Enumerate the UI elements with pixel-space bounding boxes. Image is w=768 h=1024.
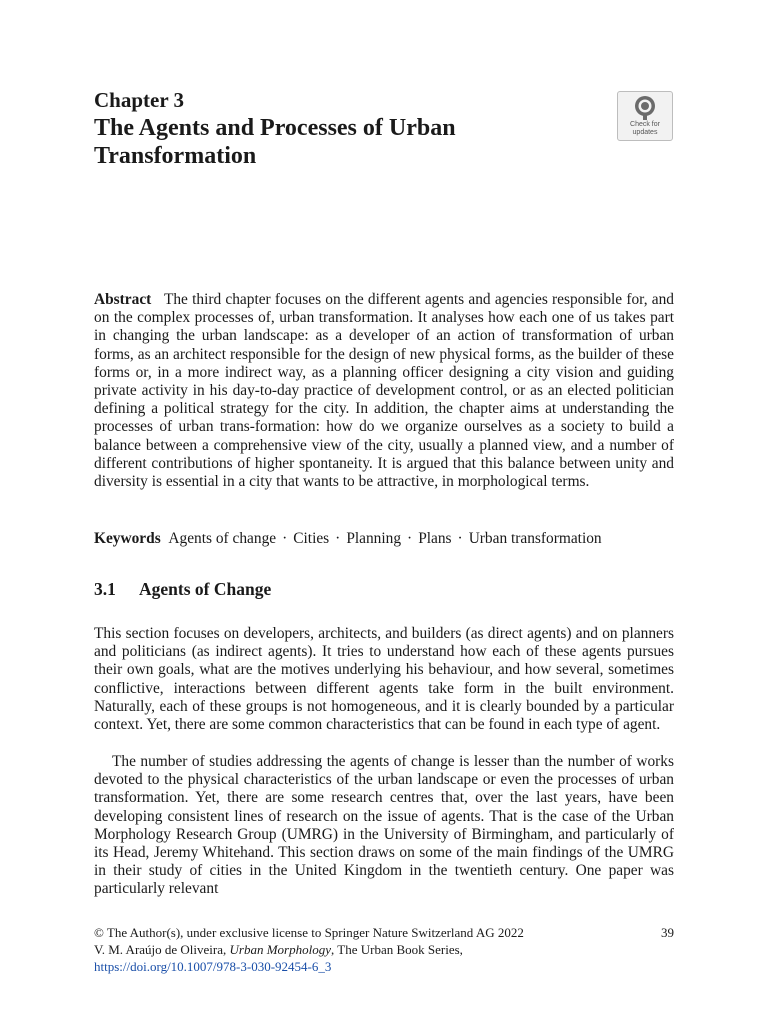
keyword-separator: · — [407, 530, 413, 547]
keyword-item: Plans — [418, 530, 452, 547]
keywords-label: Keywords — [94, 530, 161, 547]
keyword-item: Cities — [293, 530, 330, 547]
citation-series: , The Urban Book Series, — [331, 942, 463, 957]
section-number: 3.1 — [94, 579, 116, 599]
abstract-text: The third chapter focuses on the different agents and agencies responsible for, and on the complex processes of, urban transformation. It analyses how each one of us takes part in changing the urban landscape: as a developer of an action of transformation of urban forms, as an architect responsible for the design of new physical forms, as the builder of these forms or, in a more indirect way, as a planning officer designing a city vision and guiding private activity in his day-to-day practice of development control, or as an elected politician defining a political strategy for the city. In addition, the chapter aims at understanding the processes of urban trans-formation: how do we organize ourselves as a society to build a balance between a comprehensive view of the city, usually a planned view, and a number of different contributions of higher spontaneity. It is argued that this balance between unity and diversity is essential in a city that wants to be attractive, in morphological terms. — [94, 291, 674, 491]
keyword-item: Planning — [346, 530, 402, 547]
check-for-updates-badge[interactable] — [617, 91, 673, 141]
chapter-label: Chapter 3 — [94, 88, 185, 112]
badge-text-line-2: updates — [632, 129, 658, 136]
section-heading — [94, 578, 271, 600]
crossmark-icon — [631, 95, 659, 121]
book-title: Urban Morphology — [229, 942, 331, 957]
section-title: Agents of Change — [139, 579, 272, 599]
footer — [94, 924, 674, 975]
chapter-title-line-2: Transformation — [94, 143, 257, 169]
doi-link[interactable]: https://doi.org/10.1007/978-3-030-92454-6_3 — [94, 959, 332, 974]
section-paragraph-1: This section focuses on developers, architects, and builders (as direct agents) and on planners and politicians (as indirect agents). It tries to understand how each of these agents pursues their own goals, what are the motives underlying his behaviour, and how several, sometimes conflictive, interactions between different agents take form in the built environment. Naturally, each of these groups is not homogeneous, and it is clearly bounded by a particular context. Yet, there are some common characteristics that can be found in each type of agent. — [94, 625, 674, 734]
copyright-line: © The Author(s), under exclusive license to Springer Nature Switzerland AG 2022 — [94, 925, 524, 940]
keywords — [94, 530, 674, 548]
keyword-separator: · — [282, 530, 288, 547]
keyword-separator: · — [457, 530, 463, 547]
citation-line — [94, 941, 674, 958]
keyword-separator: · — [335, 530, 341, 547]
chapter-title — [94, 114, 574, 170]
section-paragraph-2: The number of studies addressing the agents of change is lesser than the number of works devoted to the physical characteristics of the urban landscape or even the processes of urban transformation. Yet, there are some research centres that, over the last years, have been developing consistent lines of research on the issue of agents. That is the case of the Urban Morphology Research Group (UMRG) in the University of Birmingham, and particularly of its Head, Jeremy Whitehand. This section draws on some of the main findings of the UMRG in their study of cities in the United Kingdom in the twentieth century. One paper was particularly relevant — [94, 753, 674, 898]
page-number: 39 — [661, 925, 674, 940]
keyword-item: Urban transformation — [468, 530, 602, 547]
chapter-title-line-1: The Agents and Processes of Urban — [94, 115, 456, 141]
citation-author: V. M. Araújo de Oliveira, — [94, 942, 230, 957]
badge-text-line-1: Check for — [630, 121, 660, 128]
abstract — [94, 291, 674, 491]
keyword-item: Agents of change — [168, 530, 277, 547]
abstract-label: Abstract — [94, 291, 152, 308]
